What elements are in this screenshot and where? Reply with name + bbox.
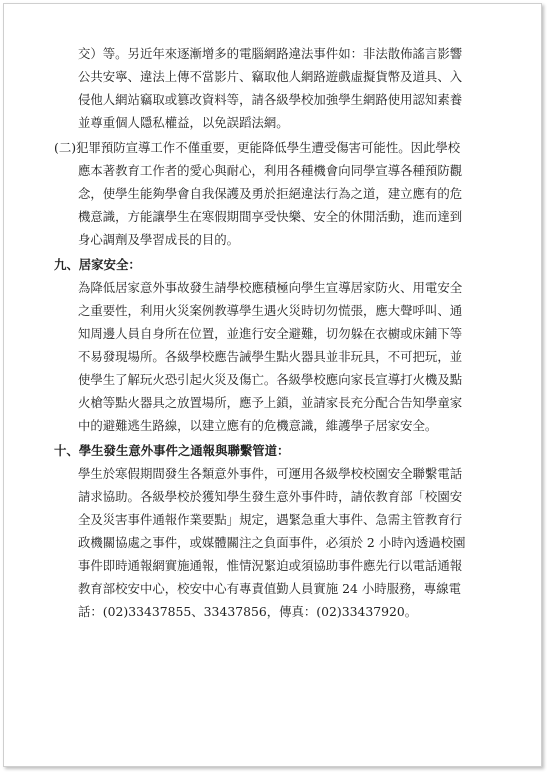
paragraph-line: 使學生了解玩火恐引起火災及傷亡。各級學校應向家長宣導打火機及點: [78, 372, 463, 387]
paragraph-line: 火槍等點火器具之放置場所，應予上鎖，並請家長充分配合告知學童家: [78, 395, 463, 410]
paragraph-line: 知周邊人員自身所在位置，並進行安全避難，切勿躲在衣櫥或床鋪下等: [78, 326, 463, 341]
paragraph-line: 為降低居家意外事故發生請學校應積極向學生宣導居家防火、用電安全: [78, 280, 463, 295]
paragraph-line: 中的避難逃生路線，以建立應有的危機意識，維護學子居家安全。: [78, 418, 438, 433]
paragraph-line: 全及災害事件通報作業要點」規定，遇緊急重大事件、急需主管教育行: [78, 512, 463, 527]
paragraph-line: 請求協助。各級學校於獲知學生發生意外事件時，請依教育部「校園安: [78, 489, 463, 504]
paragraph-line: 政機關協處之事件，或媒體關注之負面事件，必須於 2 小時內透過校園: [78, 535, 466, 550]
paragraph-line: 話：(02)33437855、33437856，傳真：(02)33437920。: [78, 604, 418, 619]
paragraph-line: 公共安寧、違法上傳不當影片、竊取他人網路遊戲虛擬貨幣及道具、入: [78, 69, 463, 84]
paragraph-line: 事件即時通報網實施通報，惟情況緊迫或須協助事件應先行以電話通報: [78, 558, 463, 573]
paragraph-line: 念，使學生能夠學會自我保護及勇於拒絕違法行為之道，建立應有的危: [78, 186, 463, 201]
section-heading-incident-reporting: 十、學生發生意外事件之通報與聯繫管道：: [54, 443, 290, 458]
document-body: [4, 4, 541, 766]
paragraph-line: 侵他人網站竊取或篡改資料等，請各級學校加強學生網路使用認知素養: [78, 92, 463, 107]
document-page: [3, 3, 542, 767]
paragraph-line: 身心調劑及學習成長的目的。: [78, 232, 240, 247]
paragraph-line: 機意識，方能讓學生在寒假期間享受快樂、安全的休閒活動，進而達到: [78, 209, 463, 224]
paragraph-line: 交）等。另近年來逐漸增多的電腦網路違法事件如：非法散佈謠言影響: [78, 46, 463, 61]
paragraph-line: 教育部校安中心，校安中心有專責值勤人員實施 24 小時服務，專線電: [78, 581, 461, 596]
paragraph-line: 之重要性，利用火災案例教導學生遇火災時切勿慌張，應大聲呼叫、通: [78, 303, 463, 318]
paragraph-line: 並尊重個人隱私權益，以免誤蹈法網。: [78, 115, 289, 130]
paragraph-line: 應本著教育工作者的愛心與耐心，利用各種機會向同學宣導各種預防觀: [78, 163, 463, 178]
paragraph-line: 學生於寒假期間發生各類意外事件，可運用各級學校校園安全聯繫電話: [78, 466, 463, 481]
paragraph-line: (二)犯罪預防宣導工作不僅重要，更能降低學生遭受傷害可能性。因此學校: [54, 140, 461, 155]
paragraph-line: 不易發現場所。各級學校應告誡學生點火器具並非玩具，不可把玩，並: [78, 349, 463, 364]
section-heading-home-safety: 九、居家安全：: [54, 257, 141, 272]
